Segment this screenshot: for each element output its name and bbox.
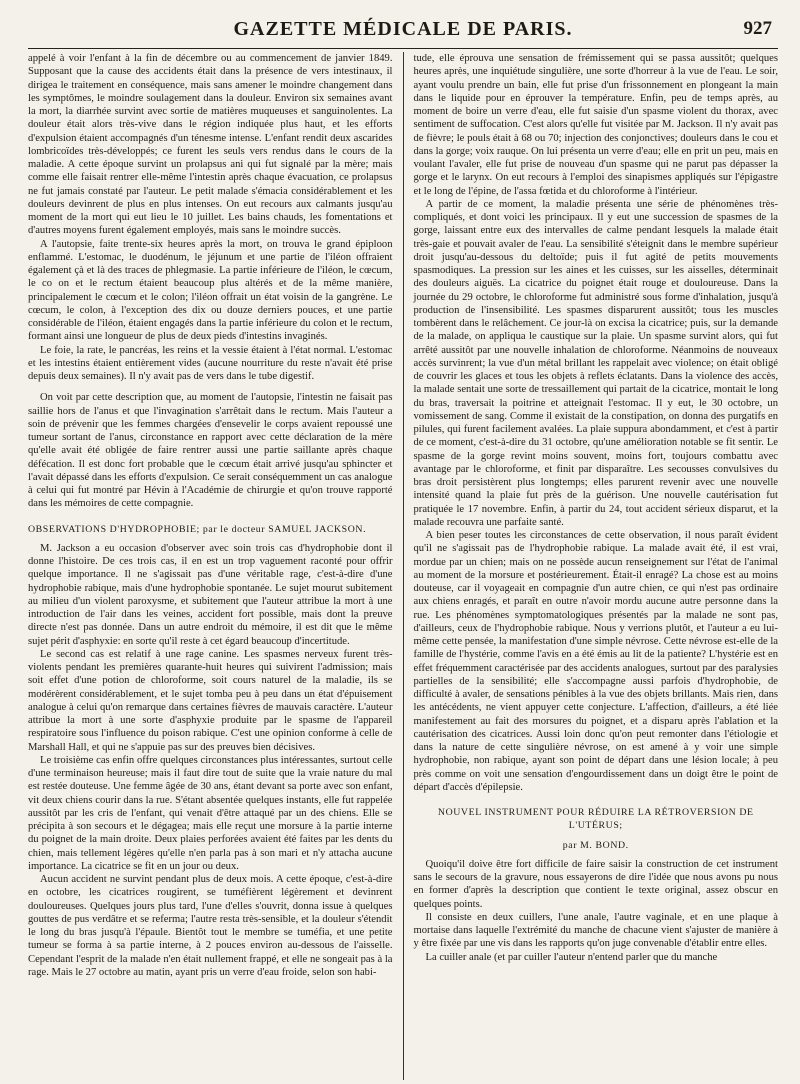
paragraph: appelé à voir l'enfant à la fin de décembre ou au commencement de janvier 1849. Supposant que la cause des accidents était dans la présence de vers intestinaux, il dirigea le traitement en conséquence, mais sans amener le moindre changement dans les symptômes, le moindre soulagement dans la douleur. Environ six semaines avant la mort, la diarrhée survint avec sortie de matières muqueuses et sanguinolentes. La douleur était alors très-vive dans le région indiquée plus haut, et les efforts d'expulsion étaient accompagnés d'un ténesme intense. L'enfant rendit deux ascarides lombricoïdes très-développés; ce furent les seuls vers rendus dans le cours de la maladie. A cette époque survint un prolapsus ani qui fut signalé par la mère; mais comme elle faisait rentrer elle-même l'intestin après chaque évacuation, ce prolapsus ne fut jamais constaté par l'auteur. Le petit malade s'émacia considérablement et les douleurs devinrent de plus en plus intenses. On eut recours aux calmants jusqu'au moment de la mort qui eut lieu le 10 juillet. Les bains chauds, les fomentations et d'autres moyens furent également employés, mais sans le moindre succès. <box>28 53 393 237</box>
left-column <box>28 52 403 1080</box>
journal-title: GAZETTE MÉDICALE DE PARIS. <box>233 18 573 40</box>
paragraph: Le troisième cas enfin offre quelques circonstances plus intéressantes, surtout celle d'une terminaison heureuse; mais il faut dire tout de suite que la vraie nature du mal est restée douteuse. Une femme âgée de 30 ans, étant devant sa porte avec son enfant, vit deux chiens courir dans la rue. S'étant absentée quelques instants, elle fut rappelée aussitôt par les cris de l'enfant, qui venait d'être attaqué par un des chiens. Elle se précipita à son secours et le dégagea; mais elle reçut une morsure à la partie interne du poignet de la main droite. Deux plaies perforées avaient été faites par les dents du chien, mais tellement légères qu'elle n'en parla pas à son mari et n'y attacha aucune importance. La cicatrice se fit en un jour ou deux. <box>28 754 393 872</box>
paragraph: Le second cas est relatif à une rage canine. Les spasmes nerveux furent très-violents pendant les premières quarante-huit heures qui suivirent l'admission; mais soit effet d'une potion de chloroforme, soit cours naturel de la maladie, ils se modérèrent considérablement, et le sujet tomba peu à peu dans un état d'épuisement analogue à celui qu'on remarque dans certaines fièvres de mauvais caractère. L'auteur attribue la mort à une sorte d'asphyxie produite par le spasme de l'appareil respiratoire sous l'influence du poison rabique. C'est une opinion conforme à celle de Marshall Hall, et qui ne s'appuie pas sur des preuves bien décisives. <box>28 648 393 753</box>
right-column <box>403 52 779 1080</box>
paragraph: Il consiste en deux cuillers, l'une anale, l'autre vaginale, et en une plaque à mortaise dans laquelle l'extrémité du manche de chacune vient s'ajuster de manière à y être fixée par une vis dans les rapports qu'on juge convenable d'établir entre elles. <box>413 911 778 950</box>
paragraph: Le foie, la rate, le pancréas, les reins et la vessie étaient à l'état normal. L'estomac et les intestins étaient entièrement vides (aucune nourriture du reste n'avait été prise depuis deux semaines). Il n'y avait pas de vers dans le tube digestif. <box>28 344 393 382</box>
paragraph: M. Jackson a eu occasion d'observer avec soin trois cas d'hydrophobie dont il donne l'histoire. De ces trois cas, il en est un trop vaguement raconté pour offrir quelque importance. Il ne s'agissait pas d'une véritable rage, c'est-à-dire d'une hydrophobie rabique, mais d'une hydrophobie spontanée. Le sujet mourut subitement au milieu d'un violent paroxysme, et subitement que l'auteur attribue la mort à une introduction de l'air dans les veines, accident fort possible, mais dont la preuve directe n'est pas donnée. Dans un autre endroit du mémoire, il est dit que le même sujet périt d'asphyxie: en sorte qu'il reste à cet égard beaucoup d'incertitude. <box>28 542 393 647</box>
page-number: 927 <box>743 18 772 39</box>
section-heading-author: par M. BOND. <box>562 839 629 851</box>
paragraph: A bien peser toutes les circonstances de cette observation, il nous paraît évident qu'il ne s'agissait pas de l'hydrophobie rabique. La malade avait été, il est vrai, mordue par un chien; mais on ne possède aucun renseignement sur l'état de l'animal au moment de la morsure et postérieurement. Était-il enragé? La chose est au moins douteuse, car il voyageait en compagnie d'un autre chien, ce qui n'est pas ordinaire aux chiens enragés, et paraît en outre n'avoir mordu aucune autre personne dans la rue. Les phénomènes symptomatologiques présentés par la malade ne sont pas, d'ailleurs, ceux de l'hydrophobie rabique. Nous y verrions plutôt, et l'auteur a eu lui-même cette pensée, la manifestation d'une simple névrose. Cette névrose est-elle de la famille de l'hystérie, comme l'avis en a été émis au lit de la patiente? L'hystérie est en effet fréquemment caractérisée par des accidents analogues, surtout par des paralysies partielles de la sensibilité; elle s'accompagne aussi parfois d'hydrophobie, de difficulté à avaler, de sensations pénibles à la vue des objets brillants. Mais rien, dans les antécédents, ne vient appuyer cette conjecture. L'affection, d'ailleurs, a été liée manifestement au fait des morsures du poignet, et a disparu après l'ablation et la cautérisation des cicatrices. Aussi loin donc qu'on peut remonter dans l'étiologie et dans la nature de cette singulière névrose, on est amené à y voir une simple hydrophobie, non rabique, ayant son point de départ dans une lésion locale; à peu près comme on voit une sensation d'engourdissement dans un doigt être le point de départ d'accès d'épilepsie. <box>413 530 778 793</box>
section-heading-hydrophobie: OBSERVATIONS D'HYDROPHOBIE; par le docteur SAMUEL JACKSON. <box>28 523 367 535</box>
paragraph: On voit par cette description que, au moment de l'autopsie, l'intestin ne faisait pas saillie hors de l'anus et que l'invagination s'arrêtait dans le rectum. Mais l'auteur a soin de prévenir que les femmes chargées d'ensevelir le corps avaient repoussé une tumeur sortant de l'anus, circonstance en rapport avec cette déclaration de la mère qu'elle avait été obligée de faire rentrer aussi une partie saillante après chaque défécation. Il est donc fort probable que le cœcum était arrivé jusqu'au sphincter et l'avait dépassé dans les efforts d'expulsion. Ce serait conséquemment un cas analogue à celui qui fut montré par Hévin à l'Académie de chirurgie et qu'on trouve rapporté dans les mémoires de cette compagnie. <box>28 392 393 510</box>
paragraph: Aucun accident ne survint pendant plus de deux mois. A cette époque, c'est-à-dire en octobre, les cicatrices rougirent, se tuméfièrent légèrement et devinrent douloureuses. Quelques jours plus tard, l'une d'elles s'ouvrit, donna issue à quelques gouttes de pus verdâtre et se referma; l'autre resta très-sensible, et la douleur s'étendit le long du bras jusqu'à l'épaule. Bientôt tout le membre se tuméfia, et une petite tumeur se forma à sa partie interne, à 2 pouces environ au-dessous de l'aisselle. Cependant l'esprit de la malade n'en était nullement frappé, et elle ne songeait pas à la rage. Mais le 27 octobre au matin, ayant pris un verre d'eau froide, selon son habi- <box>28 874 393 978</box>
article-columns <box>28 52 778 1080</box>
section-heading-instrument: NOUVEL INSTRUMENT POUR RÉDUIRE LA RÉTROVERSION DE L'UTÉRUS; <box>437 807 754 832</box>
paragraph: La cuiller anale (et par cuiller l'auteur n'entend parler que du manche <box>425 951 718 963</box>
page-header <box>28 14 778 49</box>
paragraph: tude, elle éprouva une sensation de frémissement qui se passa aussitôt; quelques heures après, une inquiétude singulière, une sorte d'horreur à la vue de l'eau. Le soir, ayant voulu prendre un bain, elle fut prise d'un frissonnement en plongeant la main dans le liquide pour en éprouver la température. Enfin, peu de temps après, au moment de boire un verre d'eau, elle fut saisie d'un spasme violent du thorax, avec sentiment de suffocation. C'est alors qu'elle fut visitée par M. Jackson. Il n'y avait pas de fièvre; le pouls était à 68 ou 70; injection des conjonctives; douleurs dans le cou et dans la gorge; voix rauque. On lui présenta un verre d'eau; elle en prit un peu, mais en voulant l'avaler, elle fut prise de nouveau d'un spasme qui ne parut pas dépasser la gorge et le larynx. On eut recours à l'emploi des sinapismes appliqués sur l'épigastre et le long de l'épine, de l'assa fœtida et du chloroforme à l'intérieur. <box>413 53 778 197</box>
paragraph: A partir de ce moment, la maladie présenta une série de phénomènes très-compliqués, et dont voici les principaux. Il y eut une succession de spasmes de la gorge, laissant entre eux des intervalles de calme pendant lesquels la malade était très-gaie et pouvait avaler de l'eau. La sensibilité s'éteignit dans le membre supérieur droit jusqu'au-dessous du deltoïde; puis il fut agité de petits mouvements spasmodiques. La pression sur les aines et les cuisses, sur les aisselles, déterminait des douleurs aiguës. La cicatrice du poignet était rouge et douloureuse. Dans la journée du 29 octobre, le chloroforme fut administré sous forme d'inhalation, jusqu'à production de l'insensibilité. Les spasmes disparurent aussitôt; tous les muscles tombèrent dans le relâchement. Ce jour-là on excisa la cicatrice; puis, sur la demande de la malade, on appliqua le caustique sur la plaie. Un spasme survint alors, qui fut arrêté aussitôt par une nouvelle inhalation de chloroforme. Néanmoins de nouveaux accès survinrent; la vue d'un métal brillant les rappelait avec violence; on était obligé de couvrir les glaces et tous les objets à reflets éclatants. Dans la violence des accès, la malade sentait une sorte de tressaillement qui partait de la cicatrice, montait le long du bras, traversait la poitrine et atteignait l'estomac. Il y eut, le 30 octobre, un vomissement de sang. Comme il existait de la constipation, on donna des purgatifs en pilules, qui furent facilement avalées. La plaie suppura abondamment, et c'est à partir de ce moment, c'est-à-dire du 31 octobre, qu'une amélioration notable se fit sentir. Le spasme de la gorge revint moins souvent, moins fort, toujours combattu avec avantage par le chloroforme, et finit par disparaître. Les secousses convulsives du bras droit persistèrent plus longtemps; elles parurent revenir avec une nouvelle intensité quand la plaie fut près de la guérison. Une nouvelle cautérisation fut pratiquée le 17 novembre. Enfin, à partir du 24, tout accident sérieux disparut, et la malade recouvra une parfaite santé. <box>413 198 778 528</box>
paragraph: Quoiqu'il doive être fort difficile de faire saisir la construction de cet instrument sans le secours de la gravure, nous essayerons de dire l'idée que nous avons pu nous en former d'après la description que contient le texte original, assez obscur en quelques points. <box>413 858 778 910</box>
paragraph: A l'autopsie, faite trente-six heures après la mort, on trouva le grand épiploon enflammé. L'estomac, le duodénum, le jéjunum et une partie de l'iléon offraient également çà et là des traces de phlegmasie. La partie inférieure de l'iléon, le cœcum, le co on et le rectum étaient beaucoup plus altérés et de la même manière, principalement le cœcum et le colon; l'iléon offrait un état voisin de la gangrène. Le cœcum, le colon, à l'exception des dix ou douze derniers pouces, et une partie considérable de l'iléon, étaient engagés dans la partie inférieure du colon et le rectum, formant ainsi une longueur de plus de deux pieds d'intestins invaginés. <box>28 238 393 343</box>
